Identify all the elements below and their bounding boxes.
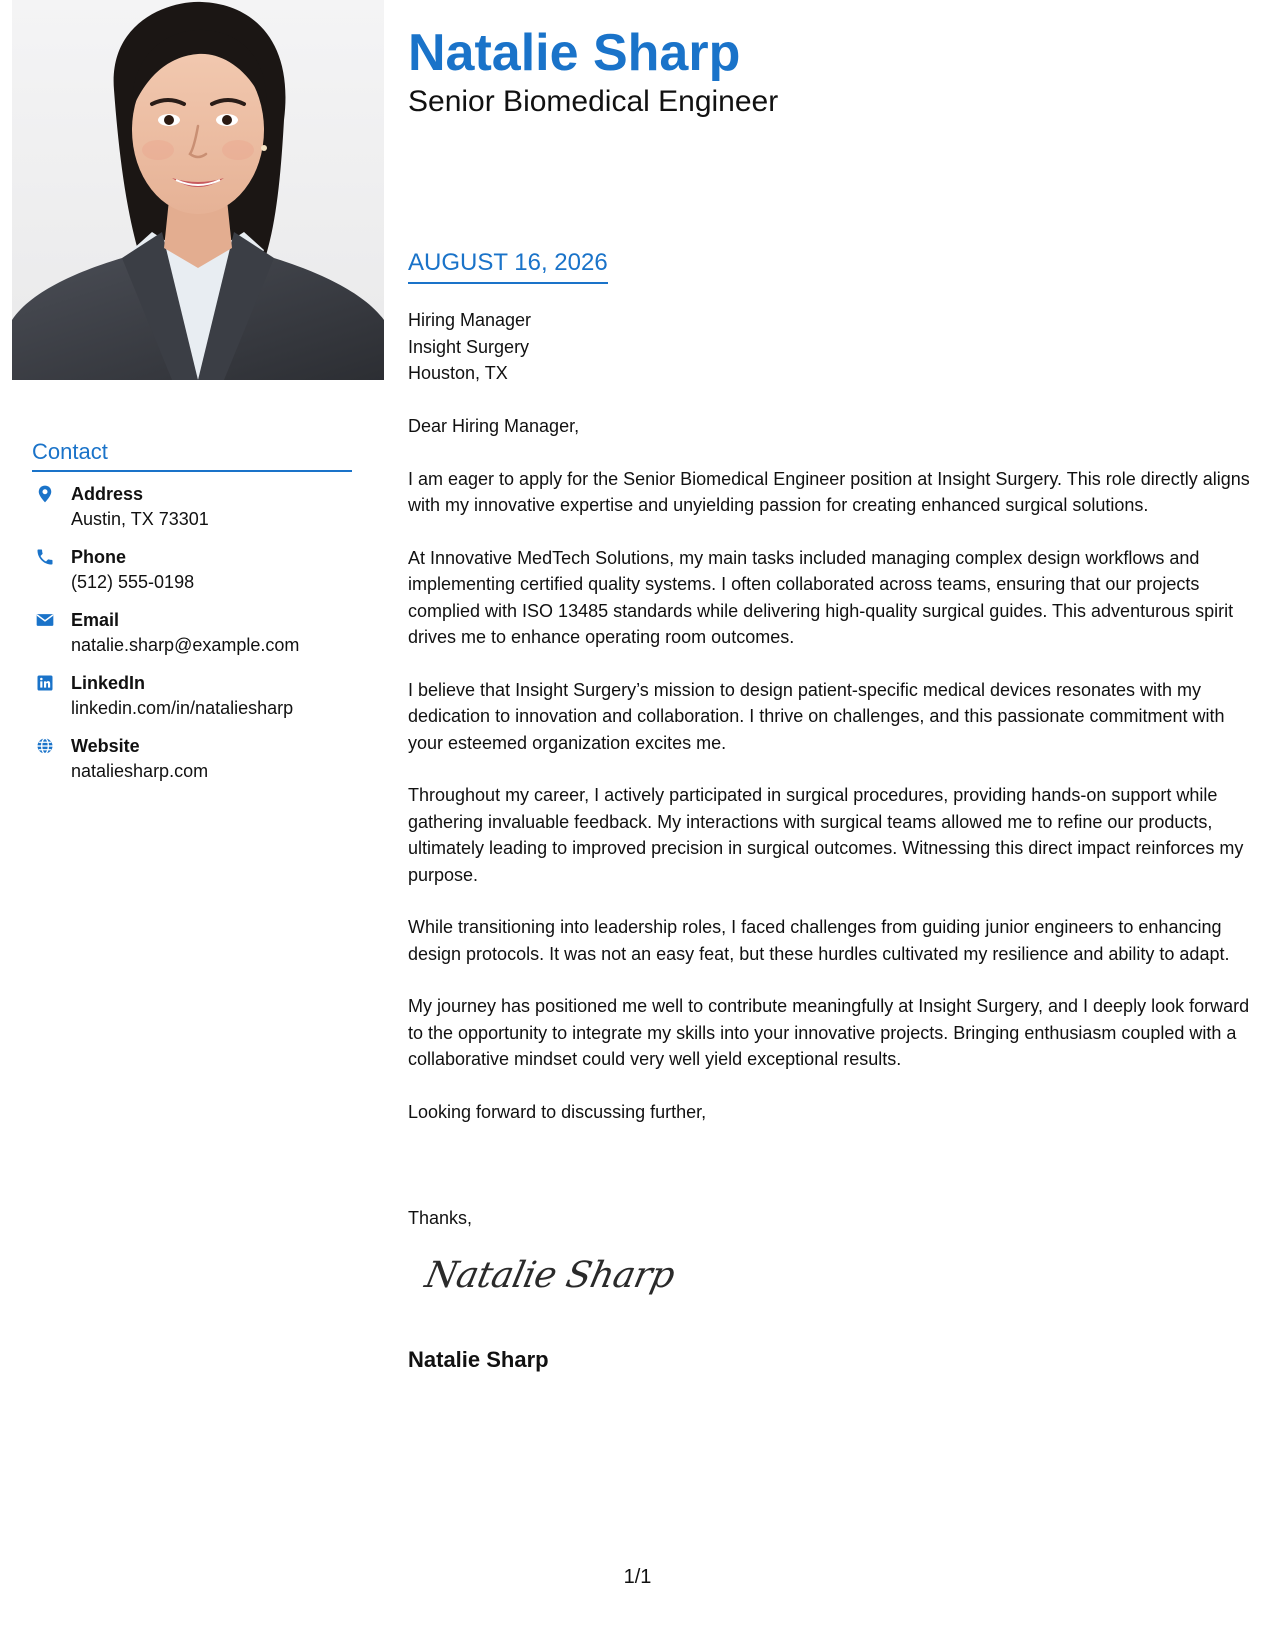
contact-item-linkedin [32, 671, 362, 734]
contact-heading: Contact [32, 438, 352, 472]
letter-paragraph: Throughout my career, I actively participated in surgical procedures, providing hands-on support while gathering invaluable feedback. My interactions with surgical teams allowed me to refine our products, ultimately leading to improved precision in surgical outcomes. Witnessing this direct impact reinforces my purpose. [408, 785, 1244, 885]
contact-label: Address [71, 484, 144, 504]
recipient-line: Insight Surgery [408, 336, 530, 357]
letter-paragraph: While transitioning into leadership roles, I faced challenges from guiding junior engineers to enhancing design protocols. It was not an easy feat, but these hurdles cultivated my resilience and ability to adapt. [408, 917, 1230, 964]
contact-label: Website [71, 736, 140, 756]
letter-paragraph: My journey has positioned me well to contribute meaningfully at Insight Surgery, and I deeply look forward to the opportunity to integrate my skills into your innovative projects. Bringing enthusiasm coupled with a collaborative mindset could very well yield exceptional results. [408, 996, 1250, 1069]
contact-label: LinkedIn [71, 673, 146, 693]
profile-photo [12, 0, 384, 380]
linkedin-icon [35, 673, 55, 693]
page-number: 1/1 [623, 1566, 652, 1588]
letter-paragraph: At Innovative MedTech Solutions, my main tasks included managing complex design workflows and implementing certified quality systems. I often collaborated across teams, ensuring that our projects complied with ISO 13485 standards while delivering high-quality surgical guides. This adventurous spirit drives me to enhance operating room outcomes. [408, 547, 1234, 647]
contact-label: Email [71, 610, 120, 630]
signature: Natalie Sharp [421, 1255, 679, 1296]
letter-paragraph: I am eager to apply for the Senior Biomedical Engineer position at Insight Surgery. This role directly aligns with my innovative expertise and unyielding passion for creating enhanced surgical solutions. [408, 468, 1250, 515]
signed-name: Natalie Sharp [408, 1347, 549, 1372]
letter-paragraph: Looking forward to discussing further, [408, 1101, 707, 1122]
phone-icon [35, 547, 55, 567]
contact-value: linkedin.com/in/nataliesharp [71, 698, 294, 718]
globe-icon [35, 736, 55, 756]
recipient-line: Hiring Manager [408, 310, 532, 330]
letter-paragraph: I believe that Insight Surgery’s mission to design patient-specific medical devices resonates with my dedication to innovation and collaboration. I thrive on challenges, and this passionate commitment with your esteemed organization excites me. [408, 679, 1225, 753]
applicant-name: Natalie Sharp [408, 24, 741, 82]
recipient-block [408, 307, 531, 387]
contact-item-address [32, 482, 362, 545]
recipient-line: Houston, TX [408, 363, 508, 383]
contact-item-email [32, 608, 362, 671]
letter-body [408, 413, 1253, 1151]
contact-value: natalie.sharp@example.com [71, 635, 300, 655]
contact-value: nataliesharp.com [71, 761, 209, 781]
applicant-title: Senior Biomedical Engineer [408, 85, 779, 118]
contact-item-phone [32, 545, 362, 608]
contact-label: Phone [71, 547, 127, 567]
contact-list [32, 482, 362, 797]
envelope-icon [35, 610, 55, 630]
contact-item-website [32, 734, 362, 797]
salutation: Dear Hiring Manager, [408, 416, 580, 436]
map-pin-icon [35, 484, 55, 504]
contact-value: (512) 555-0198 [71, 572, 195, 592]
letter-date: AUGUST 16, 2026 [408, 246, 608, 284]
closing: Thanks, [408, 1208, 473, 1228]
contact-value: Austin, TX 73301 [71, 509, 209, 529]
